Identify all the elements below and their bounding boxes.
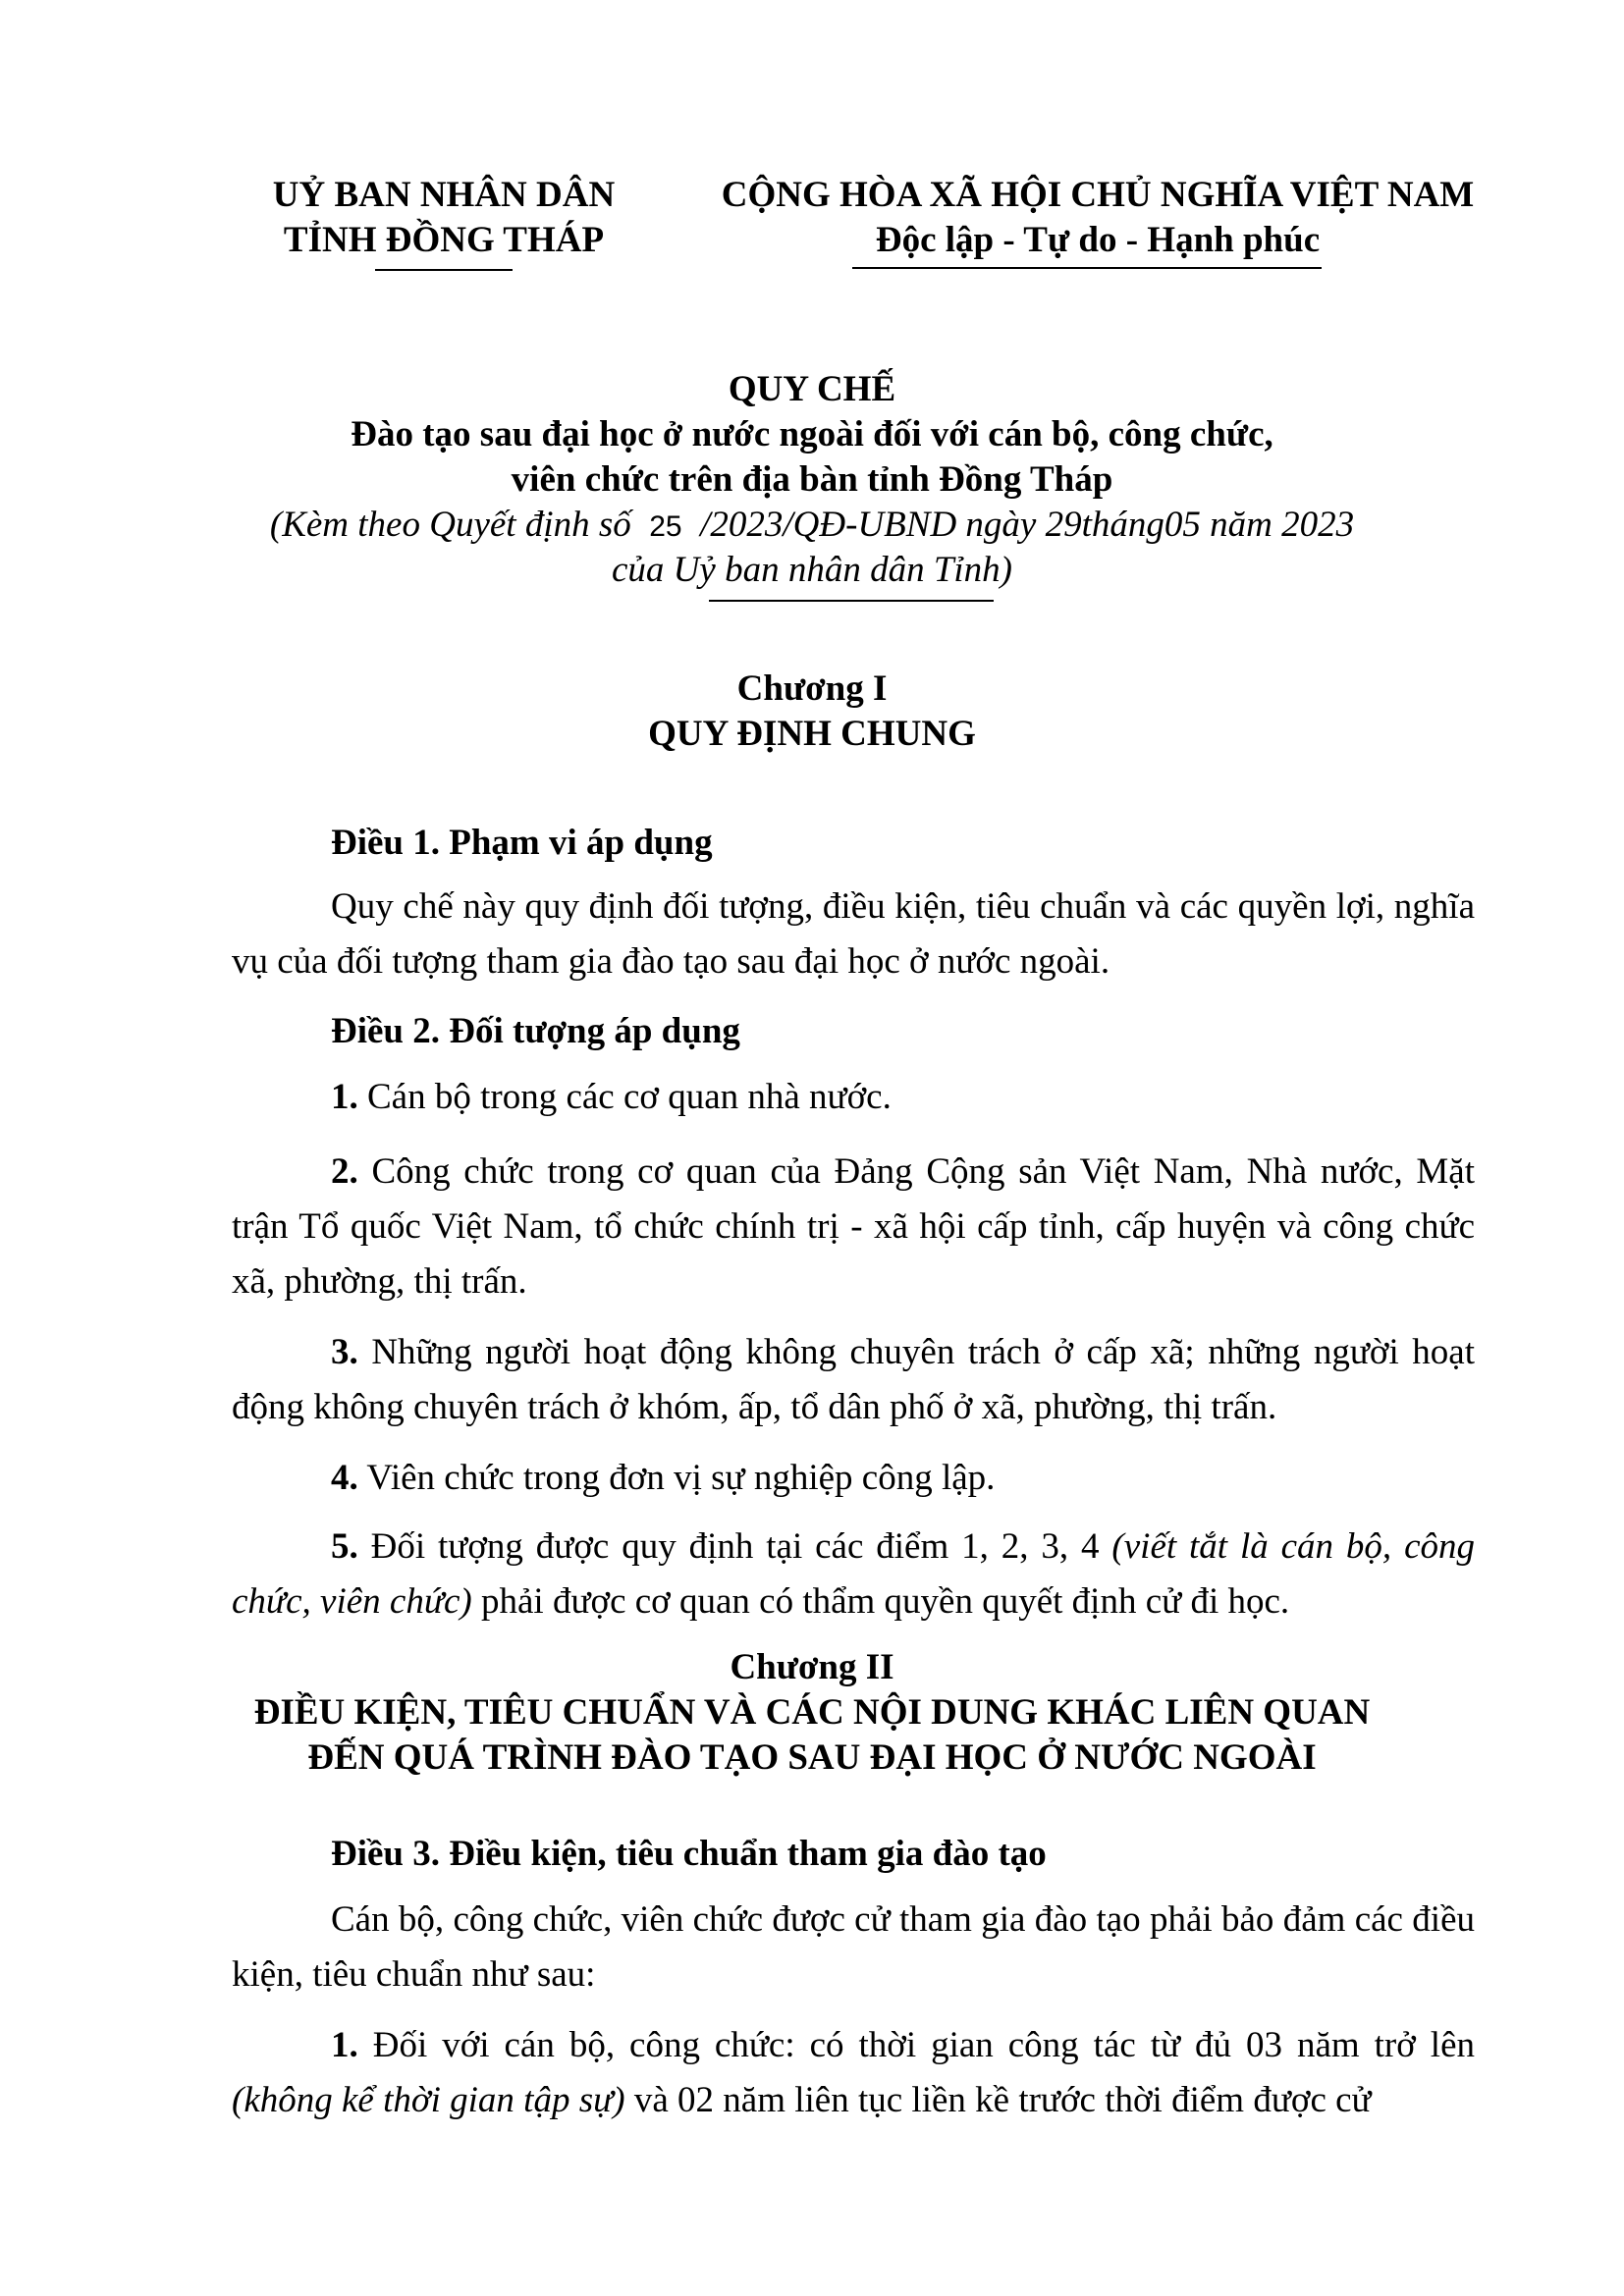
motto-underline bbox=[852, 267, 1322, 269]
item-text-end: và 02 năm liên tục liền kề trước thời điểm được cử bbox=[624, 2080, 1372, 2120]
item-italic-note: (không kể thời gian tập sự) bbox=[232, 2080, 625, 2120]
item-text: Đối tượng được quy định tại các điểm 1, 2, 3, 4 bbox=[357, 1526, 1112, 1567]
item-text: Những người hoạt động không chuyên trách ở cấp xã; những người hoạt động không chuyên trách ở khóm, ấp, tổ dân phố ở xã, phường, thị trấn. bbox=[232, 1332, 1475, 1427]
decision-number: 25 bbox=[649, 510, 682, 543]
decision-year: năm 2023 bbox=[1210, 505, 1355, 545]
article-1-text: Quy chế này quy định đối tượng, điều kiện, tiêu chuẩn và các quyền lợi, nghĩa vụ của đối tượng tham gia đào tạo sau đại học ở nước ngoài. bbox=[232, 886, 1475, 982]
article-1-heading: Điều 1. Phạm vi áp dụng bbox=[331, 823, 713, 863]
article-2-item-1 bbox=[232, 1070, 1475, 1125]
chapter-1-name: QUY ĐỊNH CHUNG bbox=[648, 714, 976, 754]
issuing-authority bbox=[244, 173, 644, 263]
title-underline bbox=[709, 600, 994, 602]
article-2-item-5 bbox=[232, 1520, 1475, 1629]
month-word: tháng bbox=[1081, 505, 1164, 545]
item-italic-note: (viết tắt là cán bộ, công chức, viên chức) bbox=[232, 1526, 1475, 1622]
article-3-item-1 bbox=[232, 2018, 1475, 2128]
article-2-item-3 bbox=[232, 1325, 1475, 1435]
reference-middle: /2023/QĐ-UBND ngày bbox=[700, 505, 1037, 545]
chapter-2-label: Chương II bbox=[730, 1647, 894, 1687]
national-heading bbox=[680, 173, 1515, 263]
reference-line-2: của Uỷ ban nhân dân Tỉnh) bbox=[612, 550, 1012, 590]
article-2-item-2 bbox=[232, 1145, 1475, 1309]
authority-line-2: TỈNH ĐỒNG THÁP bbox=[283, 220, 605, 260]
article-2-heading: Điều 2. Đối tượng áp dụng bbox=[331, 1011, 740, 1051]
item-number: 1. bbox=[331, 1077, 358, 1117]
national-motto: Độc lập - Tự do - Hạnh phúc bbox=[875, 220, 1321, 260]
decision-reference bbox=[0, 503, 1624, 550]
item-number: 5. bbox=[331, 1526, 358, 1567]
reference-prefix: (Kèm theo Quyết định số bbox=[269, 505, 631, 545]
item-text: Viên chức trong đơn vị sự nghiệp công lập. bbox=[357, 1458, 996, 1498]
item-text: Công chức trong cơ quan của Đảng Cộng sản Việt Nam, Nhà nước, Mặt trận Tổ quốc Việt Nam, tổ chức chính trị - xã hội cấp tỉnh, cấp huyện và công chức xã, phường, thị trấn. bbox=[232, 1151, 1475, 1302]
item-number: 4. bbox=[331, 1458, 358, 1498]
article-2-item-4 bbox=[232, 1451, 1475, 1506]
item-number: 3. bbox=[331, 1332, 358, 1372]
document-subject-line-2: viên chức trên địa bàn tỉnh Đồng Tháp bbox=[511, 459, 1113, 500]
chapter-2-name-line-1: ĐIỀU KIỆN, TIÊU CHUẨN VÀ CÁC NỘI DUNG KHÁC LIÊN QUAN bbox=[253, 1692, 1371, 1733]
national-title: CỘNG HÒA XÃ HỘI CHỦ NGHĨA VIỆT NAM bbox=[721, 175, 1475, 215]
authority-line-1: UỶ BAN NHÂN DÂN bbox=[272, 175, 616, 215]
item-number: 2. bbox=[331, 1151, 358, 1192]
item-text: Đối với cán bộ, công chức: có thời gian công tác từ đủ 03 năm trở lên bbox=[357, 2025, 1475, 2065]
item-number: 1. bbox=[331, 2025, 358, 2065]
decision-month: 05 bbox=[1164, 505, 1201, 545]
decision-day: 29 bbox=[1045, 505, 1082, 545]
document-type: QUY CHẾ bbox=[728, 369, 896, 409]
item-text-end: phải được cơ quan có thẩm quyền quyết định cử đi học. bbox=[471, 1581, 1290, 1622]
authority-underline bbox=[375, 269, 513, 271]
document-subject-line-1: Đào tạo sau đại học ở nước ngoài đối với cán bộ, công chức, bbox=[351, 414, 1273, 454]
chapter-2-name-line-2: ĐẾN QUÁ TRÌNH ĐÀO TẠO SAU ĐẠI HỌC Ở NƯỚC NGOÀI bbox=[307, 1737, 1317, 1778]
article-3-intro: Cán bộ, công chức, viên chức được cử tham gia đào tạo phải bảo đảm các điều kiện, tiêu chuẩn như sau: bbox=[232, 1899, 1475, 1995]
chapter-1-label: Chương I bbox=[736, 668, 888, 709]
item-text: Cán bộ trong các cơ quan nhà nước. bbox=[357, 1077, 892, 1117]
article-3-heading: Điều 3. Điều kiện, tiêu chuẩn tham gia đào tạo bbox=[331, 1834, 1047, 1874]
